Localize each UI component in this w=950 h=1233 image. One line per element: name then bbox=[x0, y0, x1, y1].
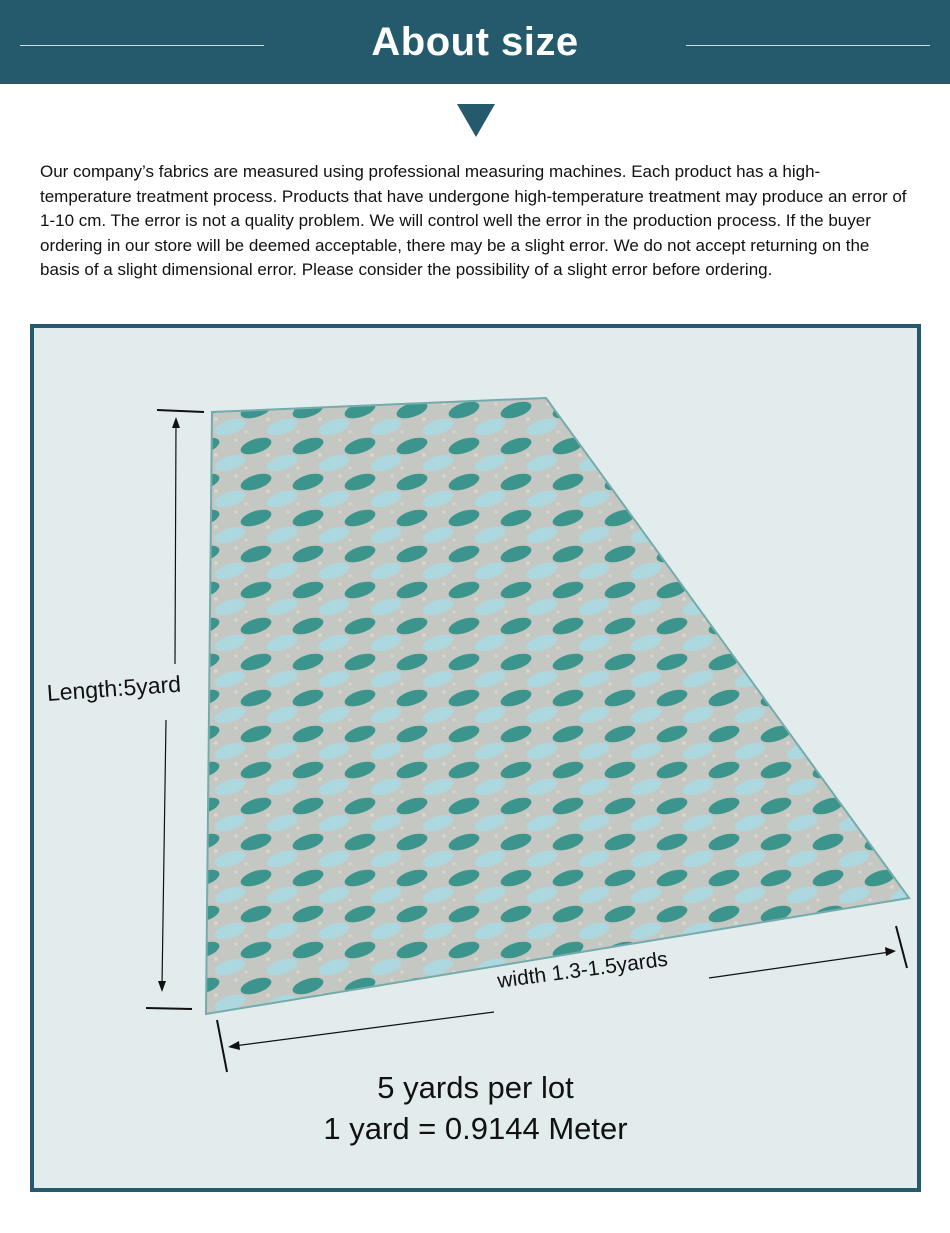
page-title: About size bbox=[371, 20, 579, 64]
size-figure-panel bbox=[30, 324, 921, 1192]
length-label: Length:5yard bbox=[46, 670, 182, 706]
yard-conversion-text: 1 yard = 0.9144 Meter bbox=[323, 1111, 628, 1146]
header-bar bbox=[0, 0, 950, 84]
header-divider-right bbox=[686, 45, 930, 46]
lot-size-text: 5 yards per lot bbox=[377, 1070, 574, 1105]
width-label: width 1.3-1.5yards bbox=[496, 947, 670, 993]
description-text: Our company’s fabrics are measured using professional measuring machines. Each product has a high-temperature treatment process. Products that have undergone high-temperature treatment may produce an error of 1-10 cm. The error is not a quality problem. We will control well the error in the production process. If the buyer ordering in our store will be deemed acceptable, there may be a slight error. We do not accept returning on the basis of a slight dimensional error. Please consider the possibility of a slight error before ordering. bbox=[40, 162, 907, 279]
down-arrow-icon bbox=[457, 104, 495, 137]
fabric-illustration bbox=[34, 328, 917, 1188]
